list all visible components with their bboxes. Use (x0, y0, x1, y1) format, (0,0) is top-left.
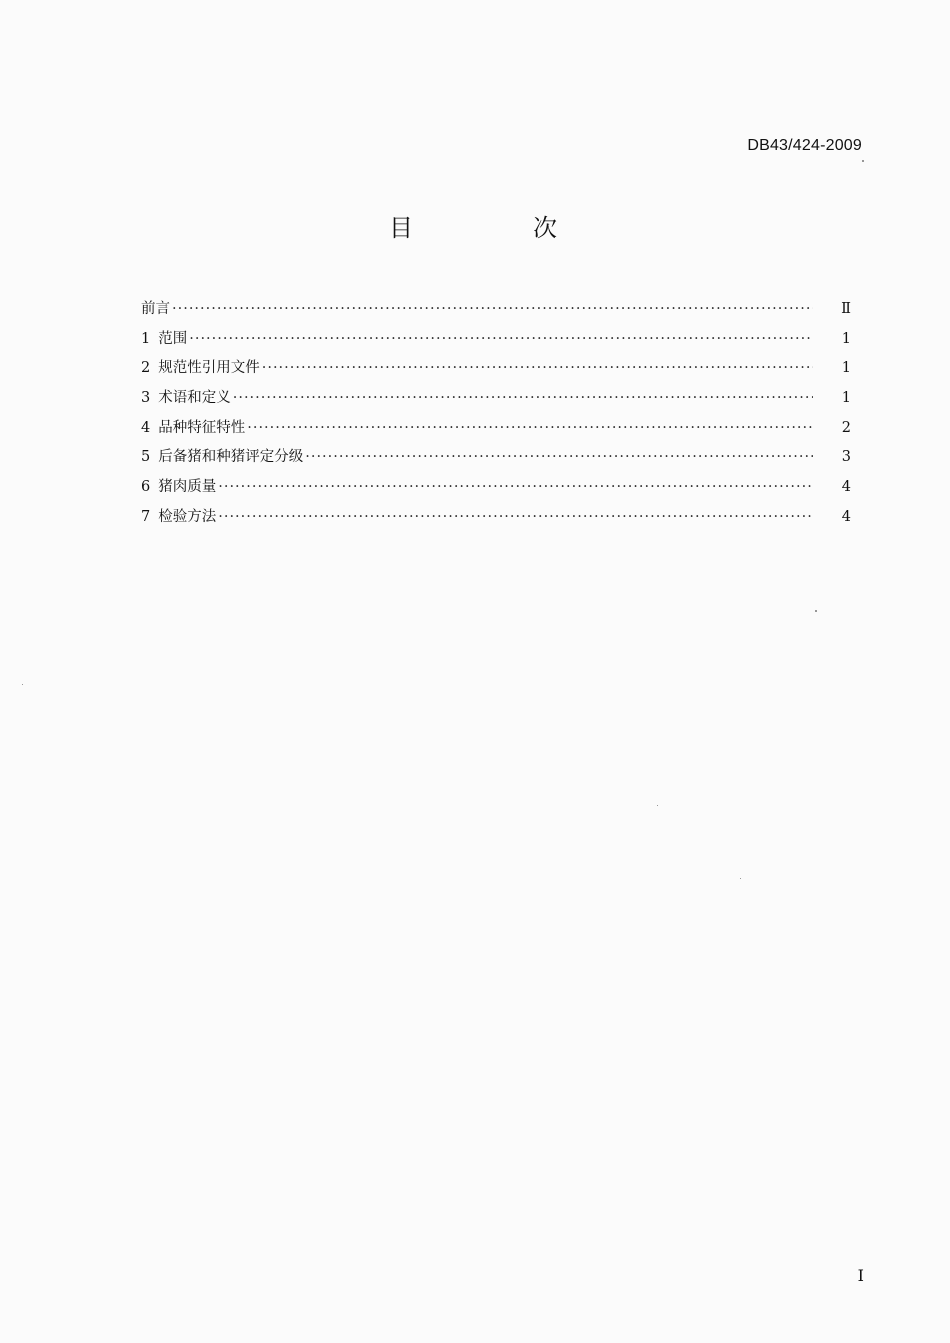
document-code: DB43/424-2009 (747, 137, 862, 154)
toc-entry-page: 2 (841, 419, 851, 436)
toc-entry-normative-references[interactable] (141, 356, 851, 386)
toc-entry-label: 猪肉质量 (158, 479, 217, 496)
toc-entry-page: 3 (841, 449, 851, 466)
toc-entry-label: 前言 (141, 301, 170, 317)
toc-entry-label: 后备猪和种猪评定分级 (158, 449, 304, 466)
toc-entry-page: 1 (841, 360, 851, 377)
toc-leader-dots (189, 331, 813, 347)
scan-speck (740, 878, 741, 879)
toc-entry-grading[interactable] (141, 445, 851, 475)
toc-entry-scope[interactable] (141, 327, 851, 357)
toc-entry-number: 2 (141, 360, 151, 377)
toc-entry-number: 3 (141, 390, 151, 407)
toc-leader-dots (218, 479, 813, 495)
toc-leader-dots (172, 301, 813, 317)
toc-entry-number: 4 (141, 419, 151, 436)
toc-entry-number: 6 (141, 479, 151, 496)
toc-entry-page: 4 (841, 508, 851, 525)
toc-entry-number: 1 (141, 330, 151, 347)
toc-leader-dots (218, 509, 813, 525)
toc-title: 目 次 (389, 214, 605, 242)
toc-entry-foreword[interactable] (141, 297, 851, 327)
toc-entry-test-methods[interactable] (141, 505, 851, 535)
page-number: I (857, 1266, 864, 1285)
toc-entry-pork-quality[interactable] (141, 475, 851, 505)
toc-entry-label: 检验方法 (158, 508, 217, 525)
scan-speck (22, 684, 23, 685)
table-of-contents (141, 297, 851, 535)
scan-speck (657, 805, 658, 806)
toc-entry-terms-definitions[interactable] (141, 386, 851, 416)
toc-entry-page: 1 (841, 390, 851, 407)
toc-entry-page: Ⅱ (841, 301, 851, 317)
toc-entry-breed-characteristics[interactable] (141, 416, 851, 446)
toc-entry-label: 品种特征特性 (158, 419, 246, 436)
scan-speck (862, 160, 864, 162)
toc-entry-page: 4 (841, 479, 851, 496)
toc-leader-dots (262, 360, 813, 376)
toc-entry-page: 1 (841, 330, 851, 347)
toc-entry-label: 范围 (158, 330, 188, 347)
scan-speck (815, 610, 817, 612)
toc-leader-dots (247, 420, 813, 436)
toc-entry-number: 7 (141, 508, 151, 525)
toc-leader-dots (305, 449, 813, 465)
toc-entry-label: 术语和定义 (158, 390, 231, 407)
toc-entry-label: 规范性引用文件 (158, 360, 260, 377)
toc-leader-dots (233, 390, 813, 406)
toc-entry-number: 5 (141, 449, 151, 466)
